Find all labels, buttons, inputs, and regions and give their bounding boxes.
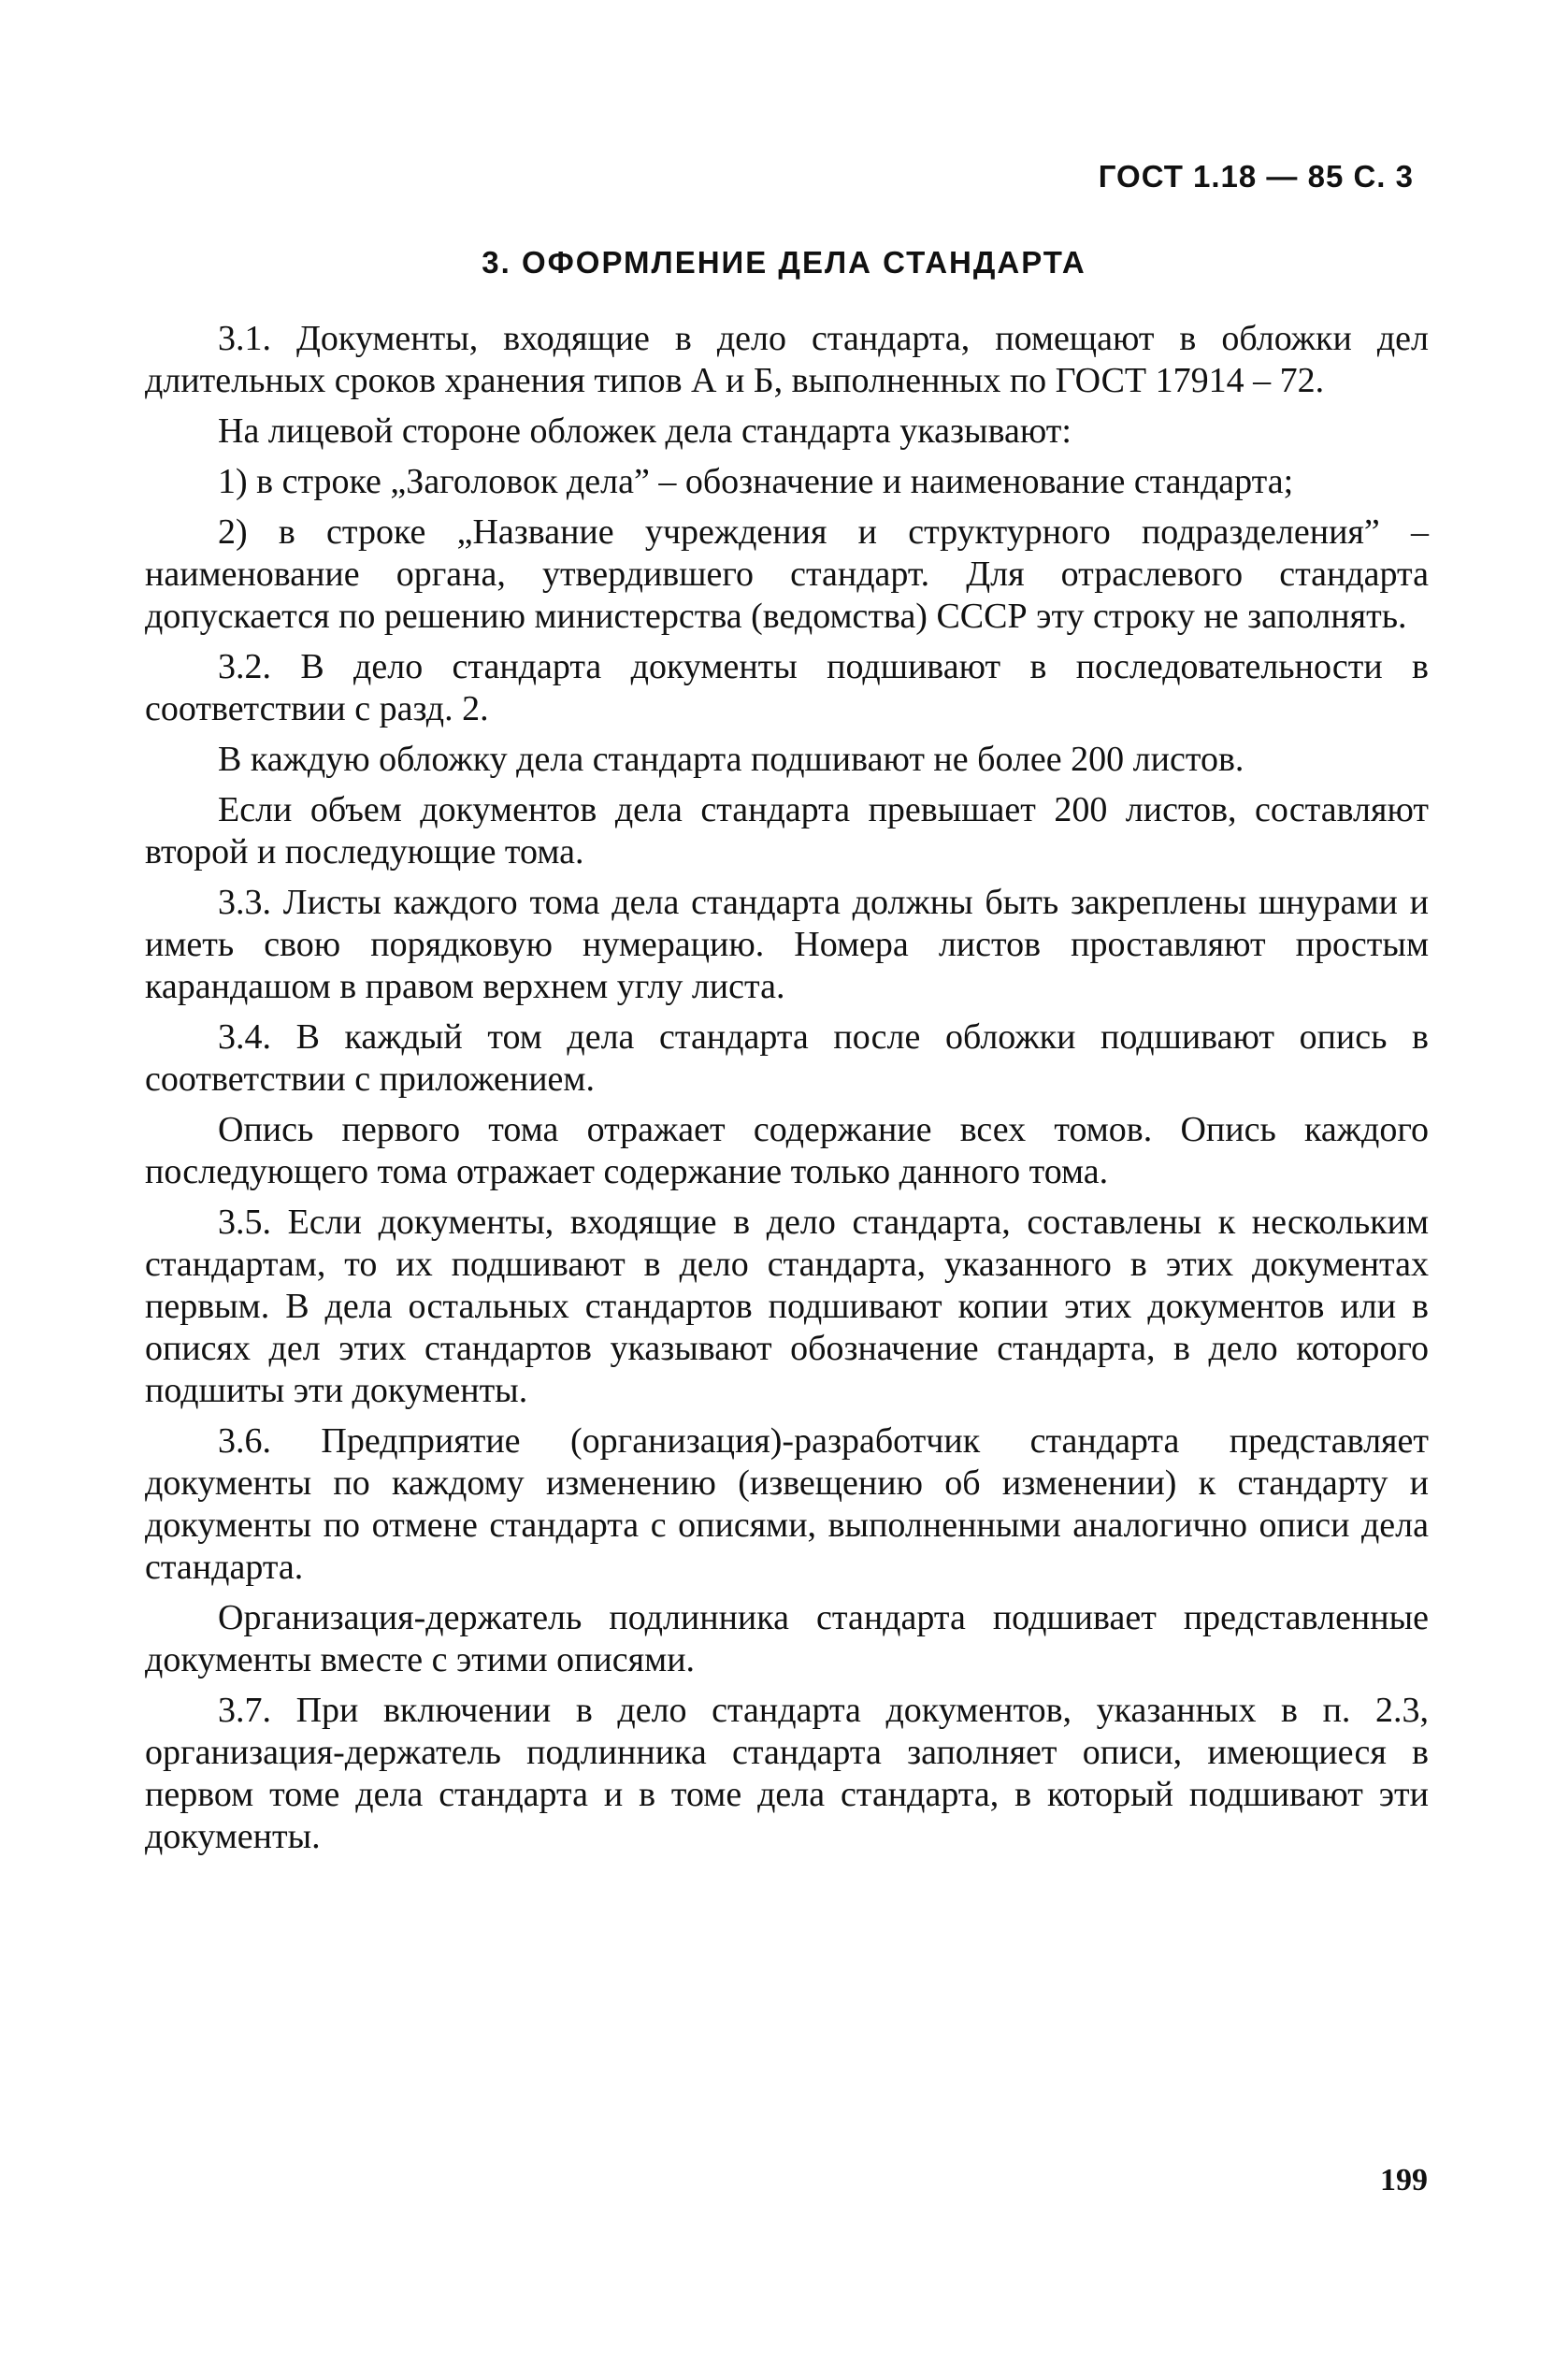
paragraph-3-5: 3.5. Если документы, входящие в дело стандарта, составлены к нескольким стандартам, то их подшивают в дело стандарта, указанного в этих документах первым. В дела остальных стандартов подшивают копии этих документов или в описях дел этих стандартов указывают обозначение стандарта, в дело которого подшиты эти документы. [145,1203,1429,1410]
section-title: 3. ОФОРМЛЕНИЕ ДЕЛА СТАНДАРТА [482,245,1086,280]
paragraph-cover-limit: В каждую обложку дела стандарта подшивают не более 200 листов. [218,740,1244,779]
paragraph-3-2: 3.2. В дело стандарта документы подшивают в последовательности в соответствии с разд. 2. [145,647,1429,728]
section-body [145,318,1429,1866]
paragraph-volume-split: Если объем документов дела стандарта превышает 200 листов, составляют второй и последующие тома. [145,790,1429,872]
page-number: 199 [1380,2163,1428,2197]
paragraph-inventory: Опись первого тома отражает содержание всех томов. Опись каждого последующего тома отражает содержание только данного тома. [145,1110,1429,1191]
running-head: ГОСТ 1.18 — 85 С. 3 [1098,159,1414,194]
paragraph-3-1: 3.1. Документы, входящие в дело стандарта, помещают в обложки дел длительных сроков хранения типов А и Б, выполненных по ГОСТ 17914 – 72. [145,319,1429,400]
paragraph-holder: Организация-держатель подлинника стандарта подшивает представленные документы вместе с этими описями. [145,1598,1429,1679]
paragraph-cover-intro: На лицевой стороне обложек дела стандарта указывают: [218,411,1072,451]
paragraph-3-4: 3.4. В каждый том дела стандарта после обложки подшивают опись в соответствии с приложением. [145,1017,1429,1099]
paragraph-3-7: 3.7. При включении в дело стандарта документов, указанных в п. 2.3, организация-держатель подлинника стандарта заполняет описи, имеющиеся в первом томе дела стандарта и в томе дела стандарта, в который подшивают эти документы. [145,1691,1429,1856]
paragraph-3-6: 3.6. Предприятие (организация)-разработчик стандарта представляет документы по каждому изменению (извещению об изменении) к стандарту и документы по отмене стандарта с описями, выполненными аналогично описи дела стандарта. [145,1421,1429,1587]
paragraph-item-2: 2) в строке „Название учреждения и структурного подразделения” – наименование органа, утвердившего стандарт. Для отраслевого стандарта допускается по решению министерства (ведомства) СССР эту строку не заполнять. [145,512,1429,636]
paragraph-item-1: 1) в строке „Заголовок дела” – обозначение и наименование стандарта; [218,462,1294,501]
paragraph-3-3: 3.3. Листы каждого тома дела стандарта должны быть закреплены шнурами и иметь свою порядковую нумерацию. Номера листов проставляют простым карандашом в правом верхнем углу листа. [145,883,1429,1006]
